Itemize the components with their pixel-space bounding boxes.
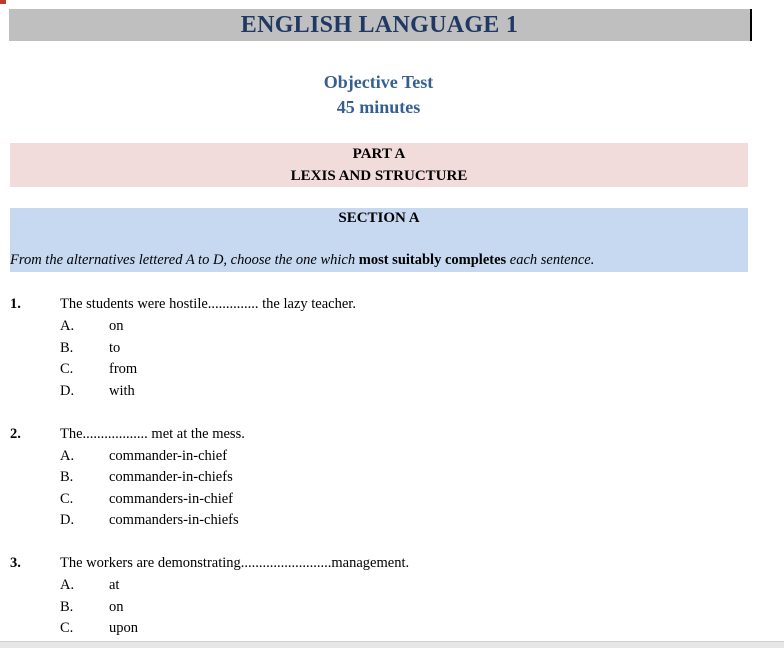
option-text: commanders-in-chief bbox=[109, 491, 234, 507]
red-margin-mark bbox=[0, 0, 6, 4]
part-label: PART A bbox=[352, 146, 406, 162]
option-letter: D. bbox=[60, 383, 75, 399]
question-stem: The workers are demonstrating.........................management. bbox=[60, 555, 410, 571]
part-name: LEXIS AND STRUCTURE bbox=[290, 168, 468, 184]
option-a[interactable] bbox=[60, 448, 227, 465]
page-title: ENGLISH LANGUAGE 1 bbox=[240, 11, 519, 38]
question-number: 3. bbox=[10, 555, 21, 571]
bottom-scroll-strip[interactable] bbox=[0, 641, 784, 648]
option-b[interactable] bbox=[60, 340, 120, 357]
option-text: commander-in-chief bbox=[109, 448, 228, 464]
option-text: from bbox=[109, 361, 138, 377]
instruction-text-post: each sentence. bbox=[506, 252, 595, 268]
option-letter: B. bbox=[60, 340, 74, 356]
instruction-text-bold: most suitably completes bbox=[358, 252, 507, 268]
question-number: 1. bbox=[10, 296, 21, 312]
option-text: commander-in-chiefs bbox=[109, 469, 233, 485]
option-a[interactable] bbox=[60, 318, 124, 335]
option-letter: C. bbox=[60, 491, 74, 507]
part-heading-box bbox=[10, 143, 748, 187]
test-type: Objective Test bbox=[323, 72, 434, 92]
option-text: at bbox=[109, 577, 120, 593]
section-heading-box bbox=[10, 208, 748, 272]
option-text: with bbox=[109, 383, 135, 399]
option-d[interactable] bbox=[60, 383, 135, 400]
question-stem: The.................. met at the mess. bbox=[60, 426, 245, 442]
option-letter: C. bbox=[60, 361, 74, 377]
section-instruction bbox=[10, 252, 594, 269]
option-text: upon bbox=[109, 620, 138, 636]
option-letter: B. bbox=[60, 469, 74, 485]
option-letter: A. bbox=[60, 318, 75, 334]
option-letter: A. bbox=[60, 577, 75, 593]
option-d[interactable] bbox=[60, 512, 239, 529]
section-title: SECTION A bbox=[338, 210, 420, 226]
instruction-text-pre: From the alternatives lettered A to D, choose the one which bbox=[10, 252, 359, 268]
option-c[interactable] bbox=[60, 491, 233, 508]
option-letter: A. bbox=[60, 448, 75, 464]
option-b[interactable] bbox=[60, 469, 233, 486]
option-c[interactable] bbox=[60, 361, 137, 378]
option-letter: C. bbox=[60, 620, 74, 636]
option-letter: B. bbox=[60, 599, 74, 615]
option-letter: D. bbox=[60, 512, 75, 528]
title-bar bbox=[9, 9, 752, 41]
option-b[interactable] bbox=[60, 599, 124, 616]
option-a[interactable] bbox=[60, 577, 119, 594]
option-text: commanders-in-chiefs bbox=[109, 512, 239, 528]
option-text: on bbox=[109, 599, 124, 615]
test-duration: 45 minutes bbox=[336, 97, 421, 117]
option-c[interactable] bbox=[60, 620, 138, 637]
option-text: on bbox=[109, 318, 124, 334]
option-text: to bbox=[109, 340, 121, 356]
question-stem: The students were hostile.............. the lazy teacher. bbox=[60, 296, 356, 312]
question-number: 2. bbox=[10, 426, 21, 442]
